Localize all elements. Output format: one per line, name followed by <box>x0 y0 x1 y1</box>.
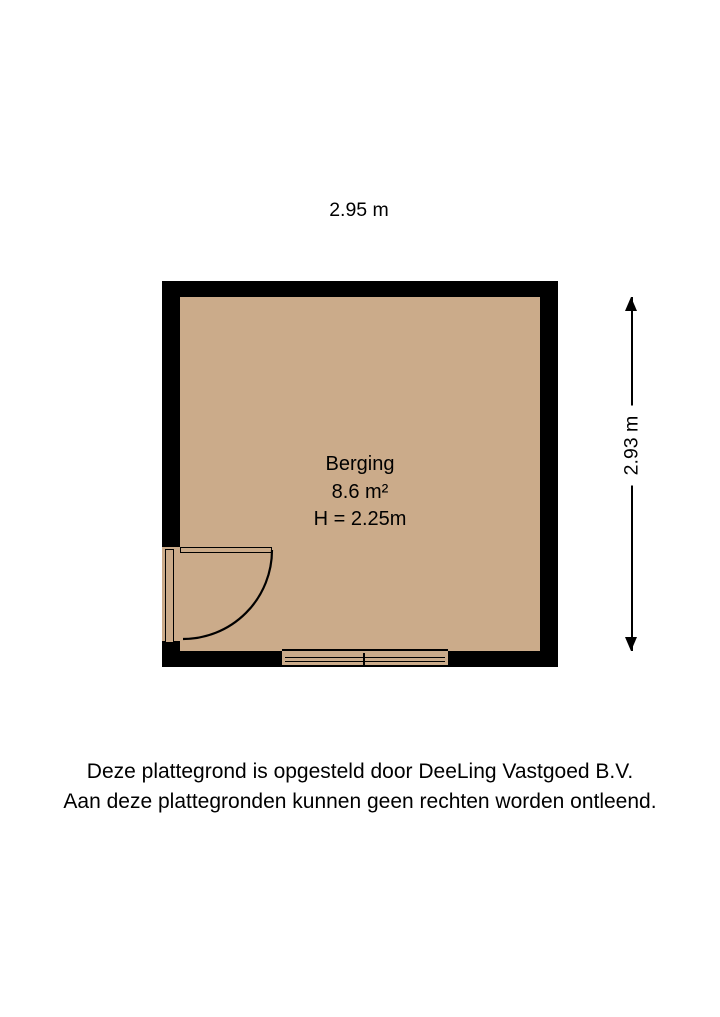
door-swing <box>180 547 274 641</box>
disclaimer-line-2: Aan deze plattegronden kunnen geen rechten worden ontleend. <box>63 790 657 814</box>
window-mullion-icon <box>363 653 365 667</box>
width-dimension-label-wrap <box>178 193 540 227</box>
height-arrow-top-icon <box>625 297 637 311</box>
room-label-group <box>180 451 540 534</box>
room-name: Berging <box>325 453 395 475</box>
room-area: 8.6 m² <box>331 480 389 503</box>
disclaimer <box>0 757 720 818</box>
height-arrow-bottom-icon <box>625 637 637 651</box>
window <box>282 649 448 667</box>
width-dimension-label: 2.95 m <box>317 199 401 221</box>
window-pane-icon <box>285 657 445 662</box>
width-dimension <box>178 193 540 227</box>
door-opening <box>162 545 180 643</box>
door-arc-icon <box>180 547 274 641</box>
height-dimension <box>612 297 652 651</box>
room-height: H = 2.25m <box>313 508 407 531</box>
disclaimer-line-1: Deze plattegrond is opgesteld door DeeLing Vastgoed B.V. <box>86 760 634 783</box>
height-dimension-label: 2.93 m <box>621 406 643 486</box>
door-frame-icon <box>165 549 174 643</box>
height-dimension-label-wrap <box>621 396 644 496</box>
room-walls <box>162 281 558 667</box>
